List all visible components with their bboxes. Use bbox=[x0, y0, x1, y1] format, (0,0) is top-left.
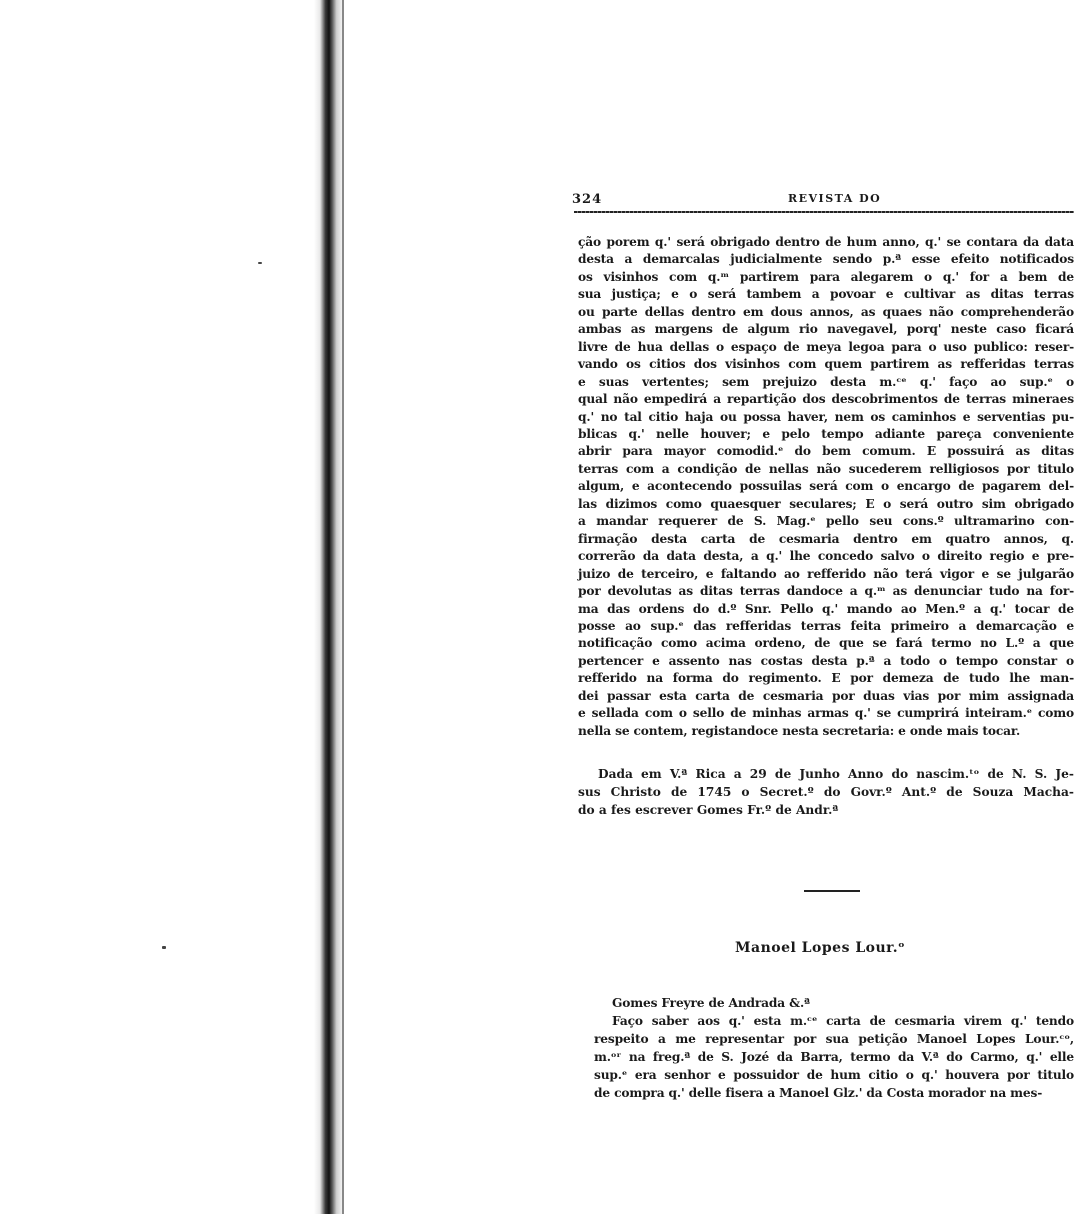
second-document-text bbox=[594, 994, 1074, 1102]
text-line: nella se contem, registandoce nesta secretaria: e onde mais tocar. bbox=[578, 723, 1021, 738]
text-line: vando os citios dos visinhos com quem partirem as refferidas terras bbox=[578, 357, 1074, 372]
text-line: correrão da data desta, a q.' lhe concedo salvo o direito regio e pre- bbox=[578, 549, 1074, 564]
text-line: sua justiça; e o será tambem a povoar e cultivar as ditas terras bbox=[578, 287, 1074, 302]
text-line: respeito a me representar por sua petição Manoel Lopes Lour.ᶜᵒ, bbox=[594, 1032, 1074, 1046]
text-line: m.ᵒʳ na freg.ª de S. Jozé da Barra, termo da V.ª do Carmo, q.' elle bbox=[594, 1050, 1074, 1064]
text-line: livre de hua dellas o espaço de meya legoa para o uso publico: reser- bbox=[578, 339, 1074, 354]
text-line: a mandar requerer de S. Mag.ᵉ pello seu cons.º ultramarino con- bbox=[578, 514, 1074, 529]
text-line: sus Christo de 1745 o Secret.º do Govr.º Ant.º de Souza Macha- bbox=[578, 785, 1074, 799]
text-line: firmação desta carta de cesmaria dentro em quatro annos, q. bbox=[578, 531, 1074, 546]
text-line: blicas q.' nelle houver; e pelo tempo adiante pareça conveniente bbox=[578, 426, 1074, 441]
running-header bbox=[560, 190, 1080, 214]
text-line: e suas vertentes; sem prejuizo desta m.ᶜᵉ q.' faço ao sup.ᵉ o bbox=[578, 374, 1074, 389]
text-line: q.' no tal citio haja ou possa haver, nem os caminhos e serventias pu- bbox=[578, 409, 1074, 424]
text-line: de compra q.' delle fisera a Manoel Glz.' da Costa morador na mes- bbox=[594, 1086, 1043, 1100]
page-number: 324 bbox=[572, 192, 603, 207]
text-line: pertencer e assento nas costas desta p.ª a todo o tempo constar o bbox=[578, 653, 1074, 668]
text-line: terras com a condição de nellas não sucederem relligiosos por titulo bbox=[578, 461, 1074, 476]
section-heading: Manoel Lopes Lour.ᵒ bbox=[735, 940, 906, 956]
text-line: ou parte dellas dentro em dous annos, as quaes não comprehenderão bbox=[578, 304, 1074, 319]
signoff-block bbox=[578, 765, 1074, 819]
text-line: por devolutas as ditas terras dandoce a q.ᵐ as denunciar tudo na for- bbox=[578, 584, 1074, 599]
text-line: juizo de terceiro, e faltando ao refferido não terá vigor e se julgarão bbox=[578, 566, 1074, 581]
running-title: REVISTA DO bbox=[788, 192, 882, 205]
salutation: Gomes Freyre de Andrada &.ª bbox=[612, 996, 810, 1010]
book-binding-gutter bbox=[314, 0, 344, 1214]
text-line: las dizimos como quaesquer seculares; E o será outro sim obrigado bbox=[578, 496, 1074, 511]
text-line: do a fes escrever Gomes Fr.º de Andr.ª bbox=[578, 803, 839, 817]
text-line: Faço saber aos q.' esta m.ᶜᵉ carta de cesmaria virem q.' tendo bbox=[612, 1014, 1074, 1028]
text-line: desta a demarcalas judicialmente sendo p.ª esse efeito notificados bbox=[578, 252, 1074, 267]
text-line: posse ao sup.ᵉ das refferidas terras feita primeiro a demarcação e bbox=[578, 618, 1074, 633]
text-line: ção porem q.' será obrigado dentro de hum anno, q.' se contara da data bbox=[578, 235, 1074, 249]
scan-speck bbox=[162, 946, 166, 949]
text-line: abrir para mayor comodid.ᵉ do bem comum. E possuirá as ditas bbox=[578, 444, 1074, 459]
scan-speck bbox=[258, 262, 262, 264]
text-line: Dada em V.ª Rica a 29 de Junho Anno do nascim.ᵗᵒ de N. S. Je- bbox=[598, 767, 1074, 781]
section-separator bbox=[804, 890, 860, 892]
text-line: algum, e acontecendo possuilas será com o encargo de pagarem del- bbox=[578, 479, 1074, 494]
text-line: refferido na forma do regimento. E por demeza de tudo lhe man- bbox=[578, 671, 1074, 686]
book-page bbox=[560, 190, 1080, 1100]
text-line: os visinhos com q.ᵐ partirem para alegarem o q.' for a bem de bbox=[578, 269, 1074, 284]
header-rule bbox=[574, 211, 1074, 213]
text-line: ambas as margens de algum rio navegavel, porq' neste caso ficará bbox=[578, 322, 1074, 337]
text-line: notificação como acima ordeno, de que se fará termo no L.º a que bbox=[578, 636, 1074, 651]
text-line: sup.ᵉ era senhor e possuidor de hum citio o q.' houvera por titulo bbox=[594, 1068, 1074, 1082]
text-line: ma das ordens do d.º Snr. Pello q.' mando ao Men.º a q.' tocar de bbox=[578, 601, 1074, 616]
text-line: dei passar esta carta de cesmaria por duas vias por mim assignada bbox=[578, 688, 1074, 703]
text-line: qual não empedirá a repartição dos descobrimentos de terras mineraes bbox=[578, 392, 1074, 407]
main-text-block bbox=[578, 234, 1074, 740]
text-line: e sellada com o sello de minhas armas q.' se cumprirá inteiram.ᵉ como bbox=[578, 706, 1074, 721]
